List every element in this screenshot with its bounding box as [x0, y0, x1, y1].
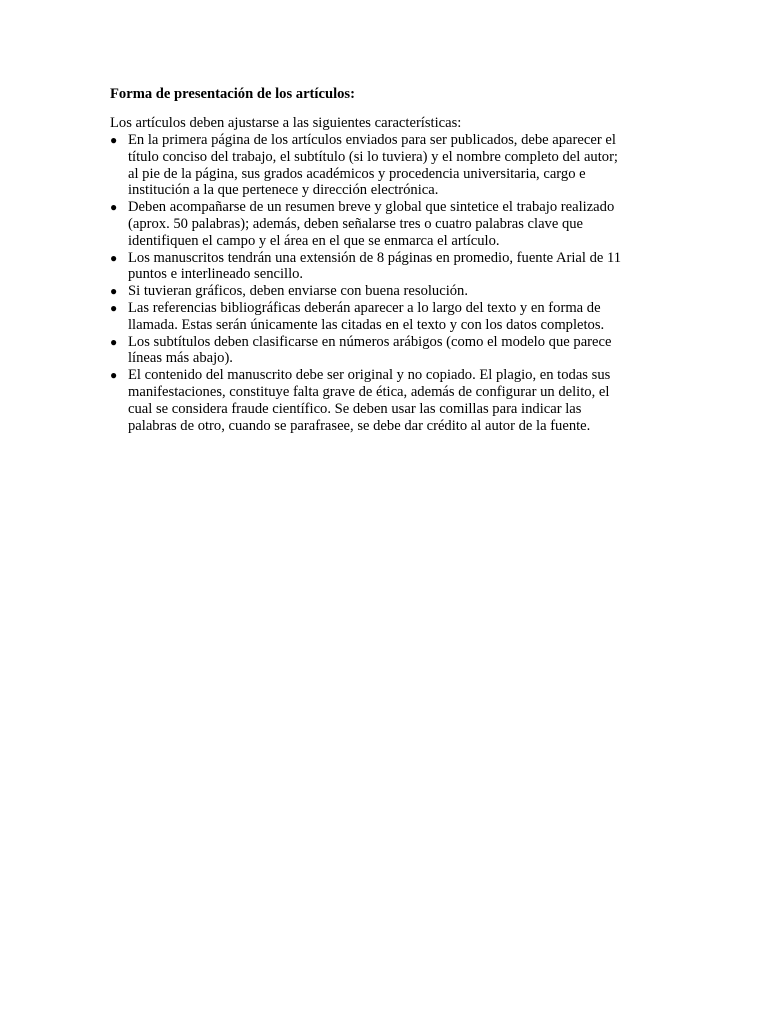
bullet-icon: ●: [110, 200, 118, 215]
list-item: [110, 367, 660, 434]
list-item-text-line: Los manuscritos tendrán una extensión de 8 páginas en promedio, fuente Arial de 11: [128, 249, 622, 266]
bullet-icon: ●: [110, 334, 118, 349]
list-item-text-line: título conciso del trabajo, el subtítulo (si lo tuviera) y el nombre completo del autor;: [128, 148, 618, 165]
list-item: [110, 132, 660, 199]
list-item-text-line: Si tuvieran gráficos, deben enviarse con buena resolución.: [128, 283, 468, 300]
list-item-text-line: palabras de otro, cuando se parafrasee, se debe dar crédito al autor de la fuente.: [128, 417, 591, 434]
document-page: [110, 86, 660, 434]
list-item-text-line: manifestaciones, constituye falta grave de ética, además de configurar un delito, el: [128, 383, 610, 400]
bullet-icon: ●: [110, 250, 118, 265]
list-item-text-line: (aprox. 50 palabras); además, deben señalarse tres o cuatro palabras clave que: [128, 215, 584, 232]
list-item-text-line: cual se considera fraude científico. Se deben usar las comillas para indicar las: [128, 400, 582, 417]
list-item-text-line: Las referencias bibliográficas deberán aparecer a lo largo del texto y en forma de: [128, 299, 601, 316]
list-item-text-line: institución a la que pertenece y dirección electrónica.: [128, 182, 439, 199]
list-item: [110, 199, 660, 249]
list-item: [110, 300, 660, 334]
bullet-icon: ●: [110, 284, 118, 299]
bullet-icon: ●: [110, 300, 118, 315]
section-title: Forma de presentación de los artículos:: [110, 86, 355, 102]
bullet-icon: ●: [110, 133, 118, 147]
list-item-text-line: identifiquen el campo y el área en el que se enmarca el artículo.: [128, 232, 500, 249]
list-item: [110, 250, 660, 284]
list-item-text-line: Deben acompañarse de un resumen breve y global que sintetice el trabajo realizado: [128, 199, 615, 216]
list-item-text-line: llamada. Estas serán únicamente las citadas en el texto y con los datos completos.: [128, 316, 605, 333]
list-item-text-line: al pie de la página, sus grados académicos y procedencia universitaria, cargo e: [128, 165, 586, 182]
list-item: [110, 283, 660, 300]
list-item-text-line: Los subtítulos deben clasificarse en números arábigos (como el modelo que parece: [128, 333, 612, 350]
requirements-list: [110, 132, 660, 434]
intro-paragraph: Los artículos deben ajustarse a las siguientes características:: [110, 115, 462, 131]
list-item-text-line: puntos e interlineado sencillo.: [128, 266, 304, 283]
list-item-text-line: El contenido del manuscrito debe ser original y no copiado. El plagio, en todas sus: [128, 367, 611, 384]
list-item: [110, 334, 660, 368]
list-item-text-line: líneas más abajo).: [128, 350, 233, 367]
list-item-text-line: En la primera página de los artículos enviados para ser publicados, debe aparecer el: [128, 132, 616, 148]
bullet-icon: ●: [110, 368, 118, 383]
